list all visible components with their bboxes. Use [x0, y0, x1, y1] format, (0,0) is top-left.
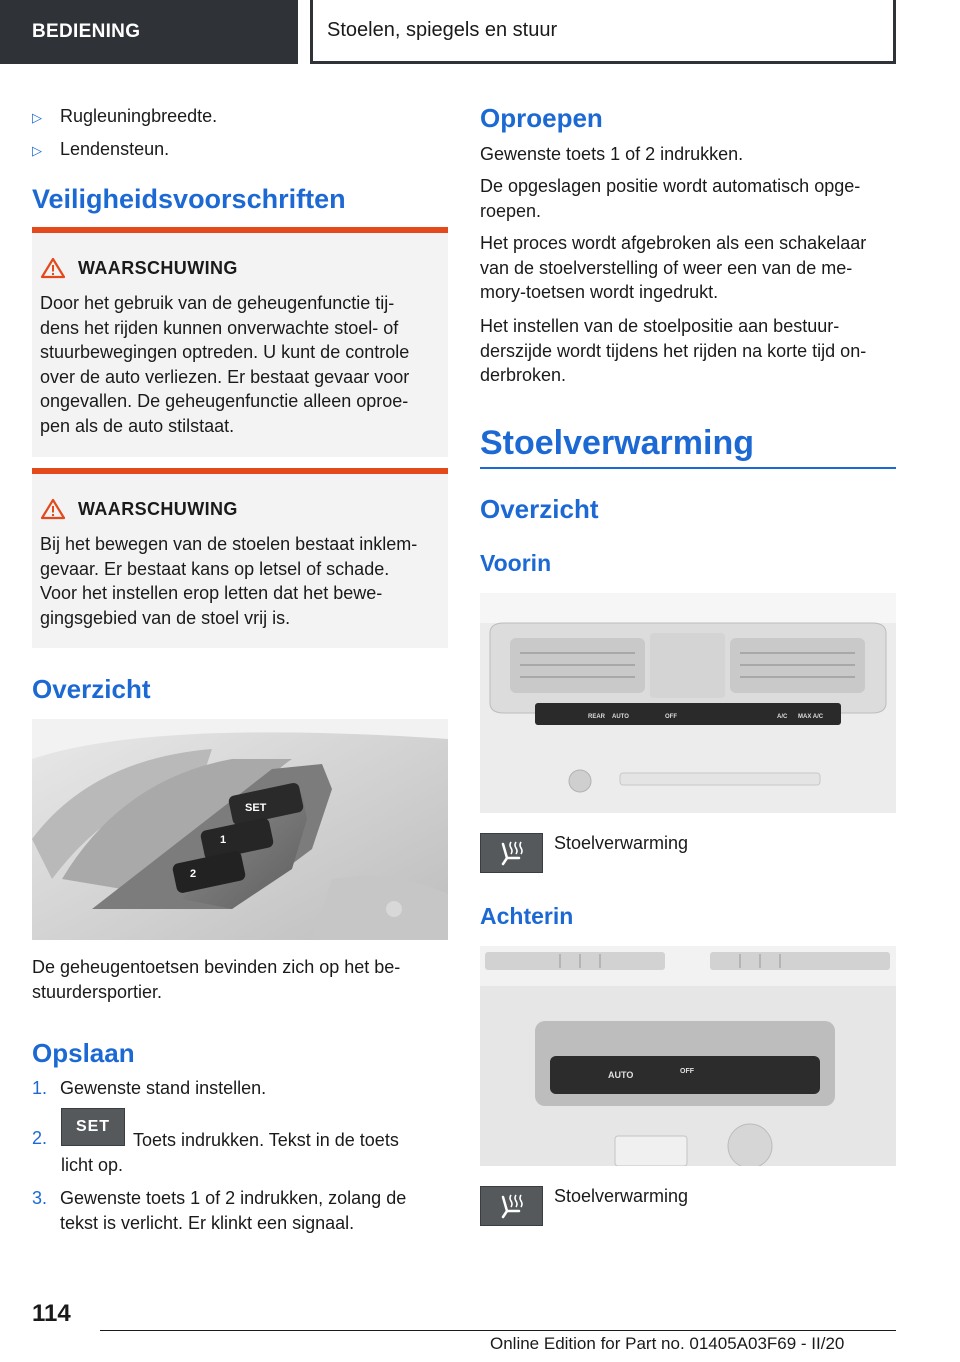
memory-1-label: 1 — [220, 834, 227, 846]
warning-box — [32, 468, 448, 648]
page-number: 114 — [32, 1300, 71, 1327]
icon-label: Stoelverwarming — [554, 1186, 689, 1206]
warning-title: WAARSCHUWING — [40, 498, 238, 520]
warning-box — [32, 227, 448, 457]
memory-2-label: 2 — [190, 868, 197, 880]
seat-heating-icon — [480, 833, 543, 873]
rear-defrost-label: REAR — [588, 714, 606, 720]
footer-divider — [100, 1330, 896, 1331]
seat-heating-icon — [480, 1186, 543, 1226]
recall-paragraph: Het instellen van de stoelpositie aan bestuur- derszijde wordt tijdens het rijden na korte tijd on- derbroken. — [480, 316, 867, 385]
set-button-icon: SET — [61, 1108, 125, 1146]
bullet-item: ▷ Lendensteun. — [32, 139, 170, 159]
section-heading: Overzicht — [480, 494, 599, 524]
recall-paragraph: Het proces wordt afgebroken als een schakelaar van de stoelverstelling of weer een van de me- mory-toetsen wordt ingedrukt. — [480, 233, 867, 302]
icon-label: Stoelverwarming — [554, 833, 689, 853]
door-memory-buttons-photo — [32, 719, 448, 940]
warning-text: Bij het bewegen van de stoelen bestaat inklem- gevaar. Er bestaat kans op letsel of schade. Voor het instellen erop letten dat het bewe- gingsgebied van de stoel vrij is. — [40, 534, 418, 628]
subsection-heading: Voorin — [480, 550, 552, 576]
chapter-title: Stoelen, spiegels en stuur — [310, 0, 896, 64]
section-heading: Opslaan — [32, 1038, 135, 1068]
rear-auto-label: AUTO — [608, 1070, 634, 1080]
section-tab: BEDIENING — [0, 0, 298, 64]
bullet-item: ▷ Rugleuningbreedte. — [32, 106, 218, 126]
warning-title: WAARSCHUWING — [40, 257, 238, 279]
rear-climate-panel-photo — [480, 946, 896, 1166]
warning-triangle-icon — [40, 257, 66, 279]
section-heading: Veiligheidsvoorschriften — [32, 184, 346, 214]
triangle-bullet-icon: ▷ — [32, 110, 42, 125]
section-heading: Oproepen — [480, 103, 603, 133]
ac-label: A/C — [777, 714, 788, 720]
auto-label: AUTO — [612, 714, 629, 720]
warning-triangle-icon — [40, 498, 66, 520]
step-item: 1. Gewenste stand instellen. — [32, 1078, 267, 1098]
subsection-heading: Achterin — [480, 903, 574, 929]
recall-paragraph: De opgeslagen positie wordt automatisch opge- roepen. — [480, 176, 861, 221]
off-label: OFF — [665, 714, 677, 720]
heading-underline — [480, 467, 896, 469]
triangle-bullet-icon: ▷ — [32, 143, 42, 158]
rear-off-label: OFF — [680, 1068, 694, 1075]
warning-text: Door het gebruik van de geheugenfunctie tij- dens het rijden kunnen onverwachte stoel- of stuurbewegingen optreden. U kunt de controle over de auto verliezen. Er bestaat gevaar voor ongevallen. De geheugenfunctie alleen oproe- pen als de auto stilstaat. — [40, 293, 410, 436]
step-item: 3. Gewenste toets 1 of 2 indrukken, zolang de tekst is verlicht. Er klinkt een signaal. — [32, 1188, 407, 1233]
set-button-label: SET — [245, 802, 267, 814]
max-ac-label: MAX A/C — [798, 714, 824, 720]
recall-paragraph: Gewenste toets 1 of 2 indrukken. — [480, 144, 744, 164]
photo-caption: De geheugentoetsen bevinden zich op het be- stuurdersportier. — [32, 957, 401, 1002]
section-heading: Overzicht — [32, 674, 151, 704]
front-climate-panel-photo — [480, 593, 896, 813]
chapter-heading: Stoelverwarming — [480, 424, 754, 462]
edition-note: Online Edition for Part no. 01405A03F69 - II/20 — [490, 1334, 845, 1353]
